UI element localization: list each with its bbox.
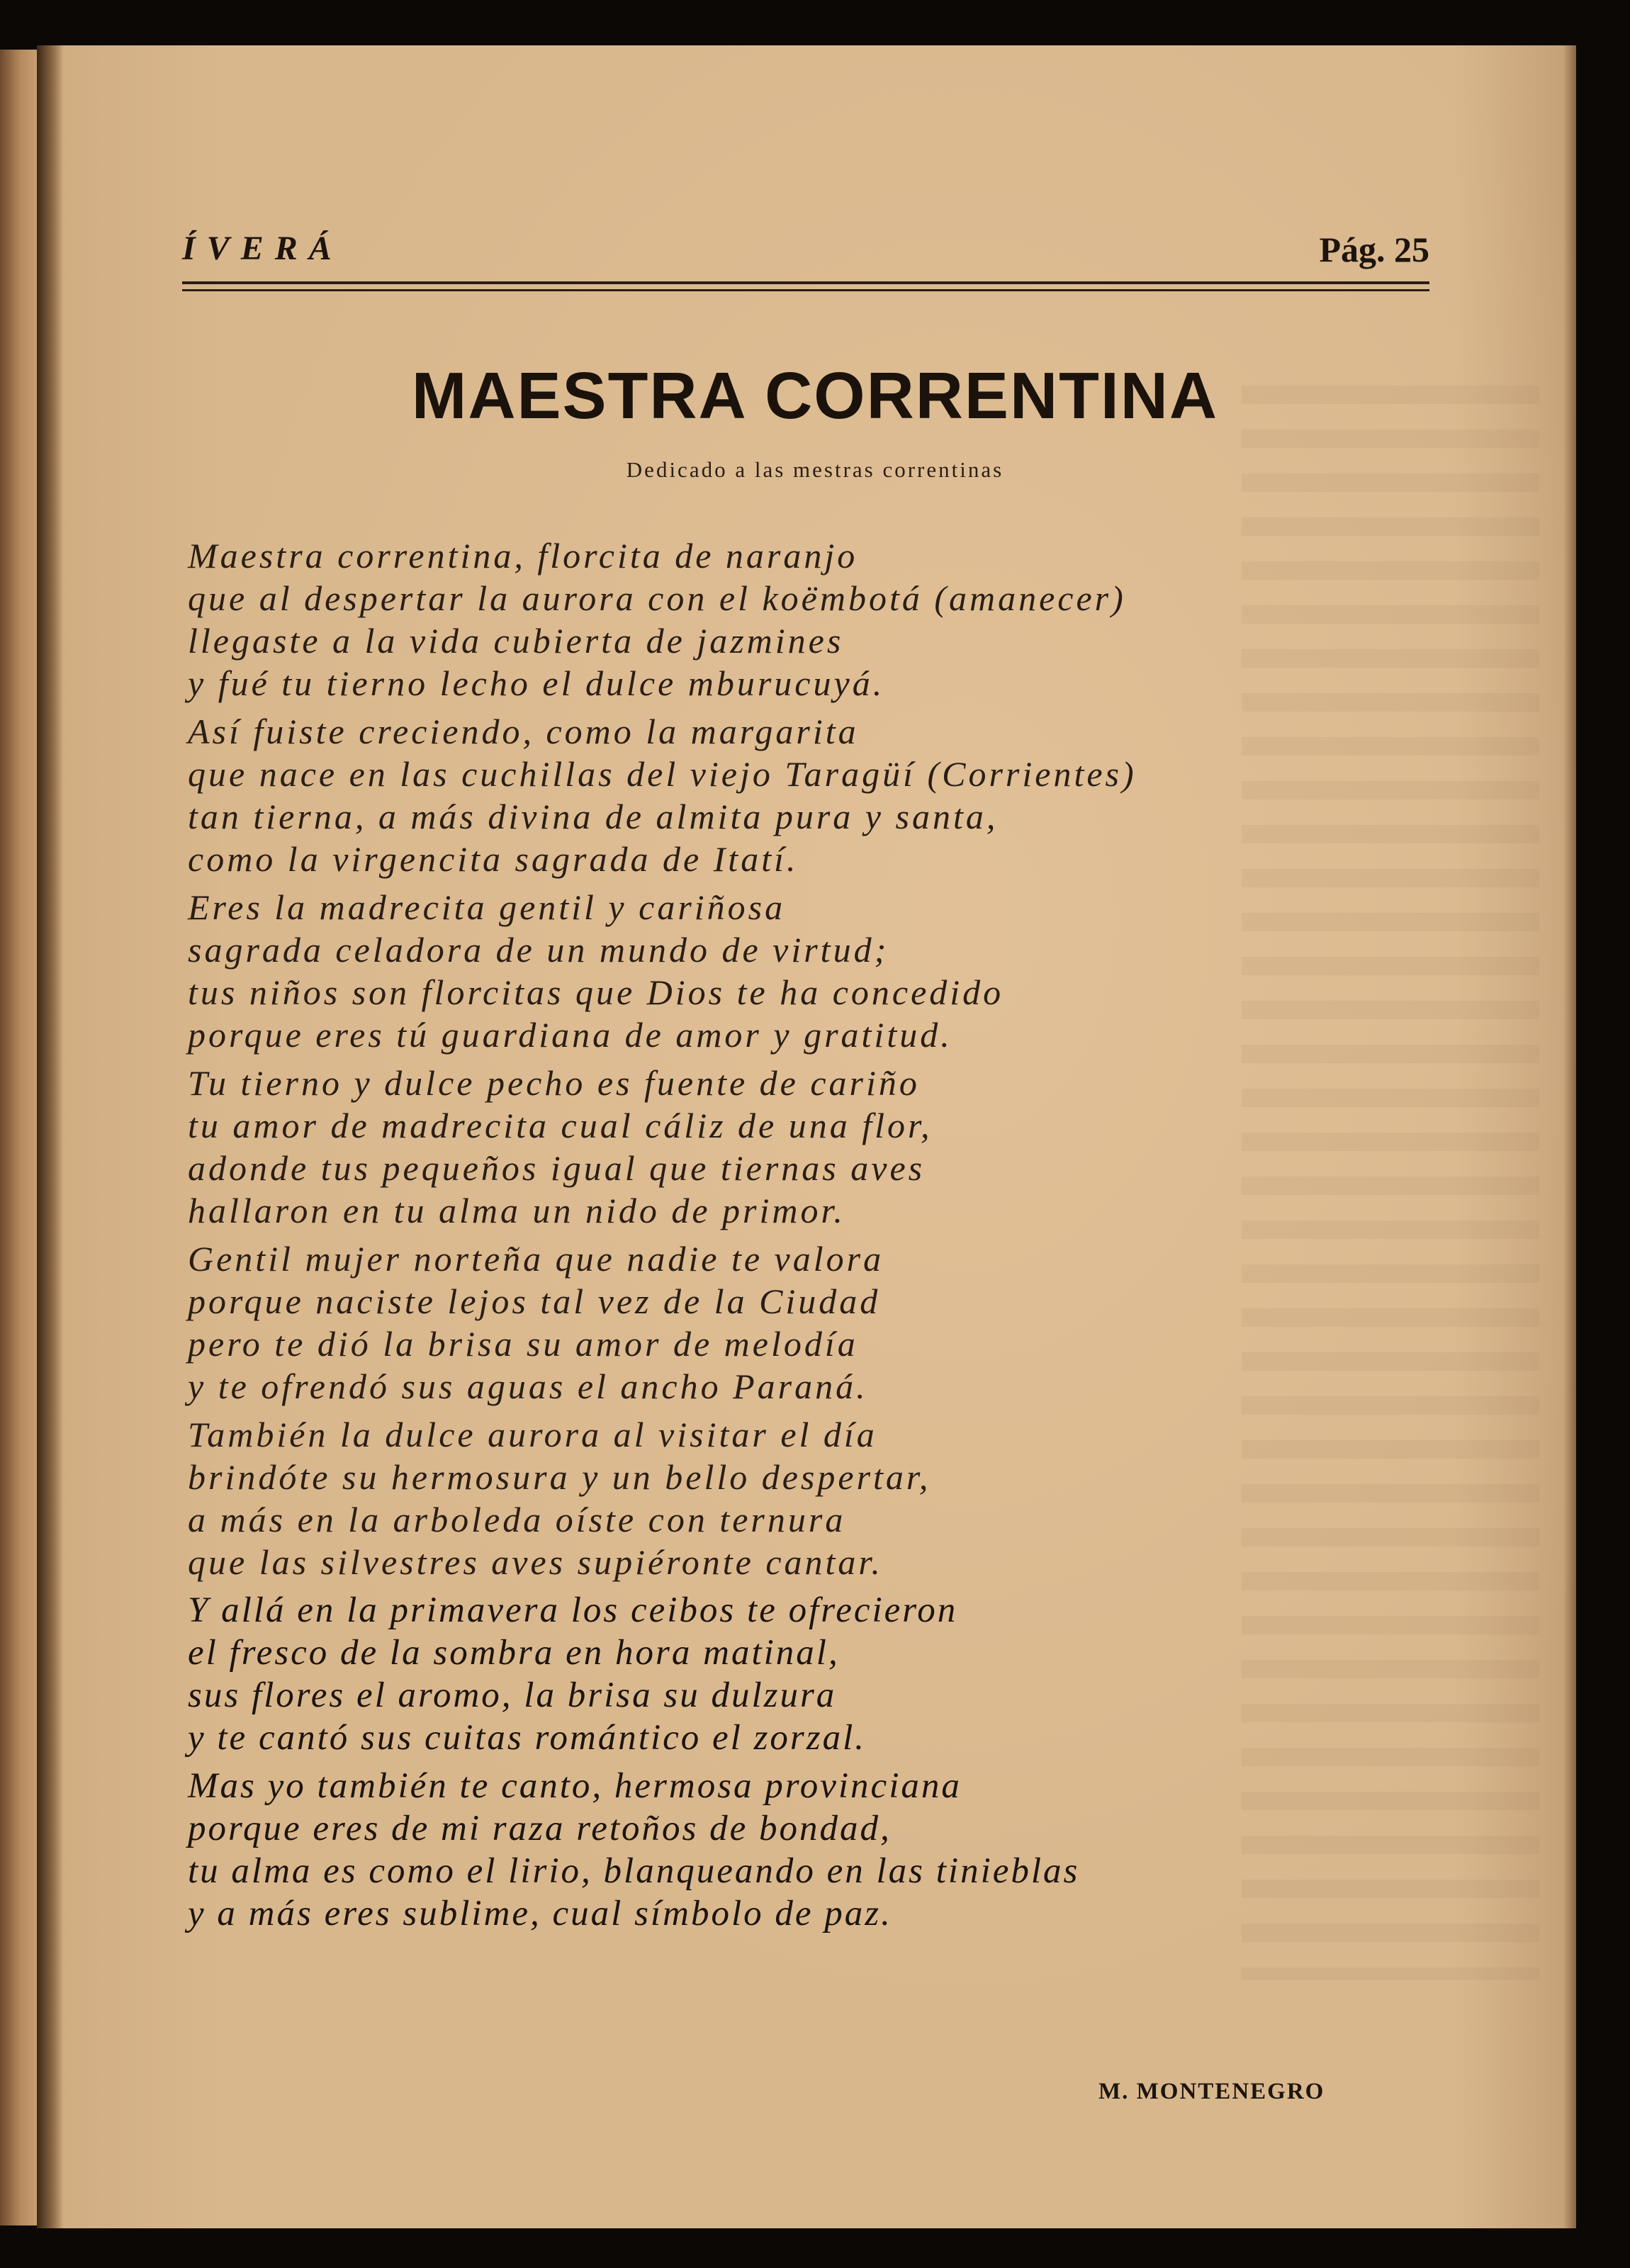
author-signature: M. MONTENEGRO xyxy=(1098,2079,1325,2104)
running-header xyxy=(182,229,1429,271)
verse: que nace en las cuchillas del viejo Taragüí (Corrientes) xyxy=(188,754,1137,794)
verse: Tu tierno y dulce pecho es fuente de cariño xyxy=(188,1063,920,1103)
verse: Así fuiste creciendo, como la margarita xyxy=(188,712,859,751)
poem-body xyxy=(188,534,1478,1941)
verse: porque eres de mi raza retoños de bondad, xyxy=(188,1809,892,1848)
verse: porque naciste lejos tal vez de la Ciudad xyxy=(188,1281,881,1321)
dedication: Dedicado a las mestras correntinas xyxy=(626,457,1004,482)
verse: porque eres tú guardiana de amor y gratitud. xyxy=(188,1015,952,1055)
verse: Mas yo también te canto, hermosa provinciana xyxy=(188,1766,962,1806)
verse: tus niños son florcitas que Dios te ha concedido xyxy=(188,972,1004,1012)
verse: Gentil mujer norteña que nadie te valora xyxy=(188,1239,884,1279)
poem-title: MAESTRA CORRENTINA xyxy=(411,359,1219,432)
verse: que al despertar la aurora con el koëmbotá (amanecer) xyxy=(188,578,1126,618)
stanza xyxy=(188,1237,1478,1408)
verse: y a más eres sublime, cual símbolo de paz. xyxy=(188,1894,892,1933)
verse: pero te dió la brisa su amor de melodía xyxy=(188,1324,858,1364)
verse: Y allá en la primavera los ceibos te ofrecieron xyxy=(188,1590,958,1630)
journal-name: ÍVERÁ xyxy=(182,230,343,267)
verse: como la virgencita sagrada de Itatí. xyxy=(188,839,799,879)
verse: brindóte su hermosura y un bello despertar, xyxy=(188,1457,931,1497)
verse: que las silvestres aves supiéronte cantar. xyxy=(188,1542,883,1582)
verse: hallaron en tu alma un nido de primor. xyxy=(188,1191,845,1230)
verse: llegaste a la vida cubierta de jazmines xyxy=(188,621,844,661)
verse: sus flores el aromo, la brisa su dulzura xyxy=(188,1675,837,1715)
verse: tan tierna, a más divina de almita pura y santa, xyxy=(188,797,999,836)
stanza xyxy=(188,1062,1478,1232)
verse: Eres la madrecita gentil y cariñosa xyxy=(188,887,786,927)
verse: tu alma es como el lirio, blanqueando en las tinieblas xyxy=(188,1851,1080,1891)
page-number: Pág. 25 xyxy=(1319,230,1429,269)
verse: También la dulce aurora al visitar el día xyxy=(188,1415,877,1454)
header-rule xyxy=(182,281,1429,291)
verse: Maestra correntina, florcita de naranjo xyxy=(188,536,858,576)
verse: a más en la arboleda oíste con ternura xyxy=(188,1500,846,1539)
binding-gutter xyxy=(37,45,64,2228)
verse: el fresco de la sombra en hora matinal, xyxy=(188,1633,840,1673)
stanza xyxy=(188,1413,1478,1583)
stanza xyxy=(188,1765,1478,1935)
verse: y te cantó sus cuitas romántico el zorzal. xyxy=(188,1718,867,1758)
verse: y te ofrendó sus aguas el ancho Paraná. xyxy=(188,1366,868,1406)
stanza xyxy=(188,886,1478,1056)
verse: y fué tu tierno lecho el dulce mburucuyá. xyxy=(188,663,885,703)
stanza xyxy=(188,1589,1478,1759)
verse: adonde tus pequeños igual que tiernas aves xyxy=(188,1148,926,1188)
stanza xyxy=(188,534,1478,704)
verse: tu amor de madrecita cual cáliz de una flor, xyxy=(188,1106,933,1145)
stanza xyxy=(188,710,1478,880)
verse: sagrada celadora de un mundo de virtud; xyxy=(188,930,889,970)
